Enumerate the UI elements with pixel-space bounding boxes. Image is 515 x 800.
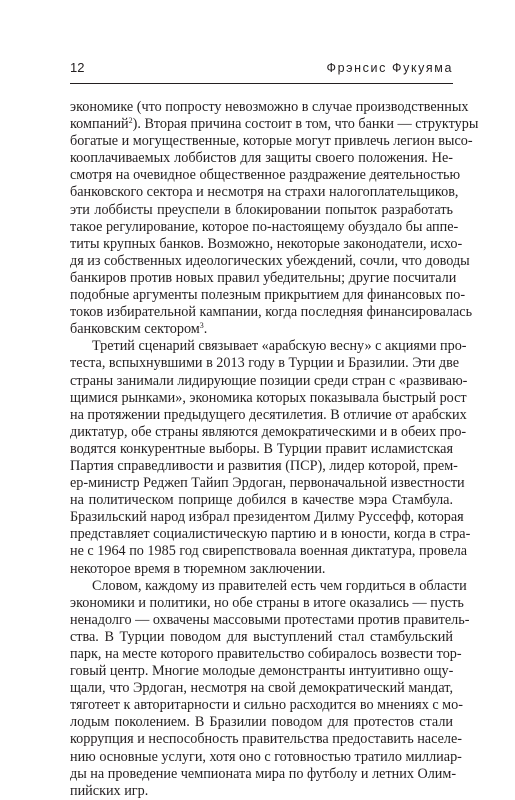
text-line: некоторое время в тюремном заключении. — [70, 560, 326, 577]
text-line: компаний$^2$). Вторая причина состоит в том, что банки — структуры — [70, 116, 479, 133]
text-line: тяготеет к авторитарности и сильно расходится во мнениях с мо- — [70, 697, 463, 714]
page-header — [70, 60, 453, 76]
text-line: ства. В Турции поводом для выступлений стал стамбульский — [70, 628, 453, 645]
text-line: банковского сектора и несмотря на страхи налогоплательщиков, — [70, 184, 459, 201]
text-line: эти лоббисты преуспели в блокировании попыток разработать — [70, 201, 453, 218]
text-line: не с 1964 по 1985 год свирепствовала военная диктатура, провела — [70, 543, 468, 560]
text-line: подобные аргументы полезным прикрытием для финансовых по- — [70, 287, 466, 304]
text-line: водятся конкурентные выборы. В Турции правит исламистская — [70, 440, 453, 457]
text-line: токов избирательной кампании, когда последняя финансировалась — [70, 304, 473, 321]
text-line: ер-министр Реджеп Тайип Эрдоган, первоначальной известности — [70, 475, 465, 492]
text-line: на протяжении предыдущего десятилетия. В отличие от арабских — [70, 406, 467, 423]
text-line: представляет социалистическую партию и в юности, когда в стра- — [70, 526, 471, 543]
text-line: богатые и могущественные, которые могут привлечь легион высо- — [70, 133, 473, 150]
page-number: 12 — [70, 60, 85, 75]
text-line: Партия справедливости и развития (ПСР), лидер которой, прем- — [70, 457, 458, 474]
text-line: ды на проведение чемпионата мира по футболу и летних Олим- — [70, 765, 457, 782]
text-line: лодым поколением. В Бразилии поводом для протестов стали — [70, 714, 453, 731]
text-line: банкиров против новых правил убедительны; другие посчитали — [70, 269, 457, 286]
text-line: смотря на очевидное общественное раздражение деятельностью — [70, 167, 461, 184]
text-line: на политическом поприще добился в качестве мэра Стамбула. — [70, 492, 453, 509]
footnote-marker: 2 — [128, 116, 133, 126]
text-line: Словом, каждому из правителей есть чем гордиться в области — [92, 577, 467, 594]
body-text — [70, 99, 479, 800]
text-line: говый центр. Многие молодые демонстранты интуитивно ощу- — [70, 663, 454, 680]
text-line: такое регулирование, которое по-настоящему обуздало бы аппе- — [70, 218, 459, 235]
text-line: экономике (что попросту невозможно в случае производственных — [70, 99, 469, 115]
running-title: Фрэнсис Фукуяма — [326, 61, 453, 75]
text-line: теста, вспыхнувшими в 2013 году в Турции и Бразилии. Эти две — [70, 355, 460, 372]
text-line: нию основные услуги, хотя оно с готовностью тратило миллиар- — [70, 748, 462, 765]
text-line: Бразильский народ избрал президентом Дилму Руссефф, которая — [70, 509, 464, 526]
text-line: диктатур, обе страны являются демократическими и в обеих про- — [70, 423, 467, 440]
text-line: страны занимали лидирующие позиции среди стран с «развиваю- — [70, 372, 468, 389]
text-line: экономики и политики, но обе страны в итоге оказались — пусть — [70, 594, 464, 611]
text-line: пийских игр. — [70, 782, 149, 799]
text-line: коррупция и неспособность правительства предоставить населе- — [70, 731, 462, 748]
paragraph-protests — [70, 577, 470, 800]
text-line: щали, что Эрдоган, несмотря на свой демократический мандат, — [70, 680, 453, 697]
text-line: титы крупных банков. Возможно, некоторые законодатели, исхо- — [70, 235, 463, 252]
paragraph-banks — [70, 99, 479, 338]
paragraph-third-scenario — [70, 338, 471, 577]
header-rule — [70, 83, 453, 84]
text-line: ненадолго — охвачены массовыми протестами против правитель- — [70, 611, 470, 628]
text-line: банковским сектором$^3$. — [70, 321, 208, 338]
text-line: дя из собственных идеологических убеждений, сочли, что доводы — [70, 252, 470, 269]
text-line: щимися рынками», экономика которых показывала быстрый рост — [70, 389, 467, 406]
text-line: парк, на месте которого правительство собиралось возвести тор- — [70, 646, 462, 662]
text-line: Третий сценарий связывает «арабскую весну» с акциями про- — [92, 338, 467, 355]
footnote-marker: 3 — [199, 321, 204, 331]
text-line: кооплачиваемых лоббистов для защиты своего положения. Не- — [70, 150, 453, 167]
